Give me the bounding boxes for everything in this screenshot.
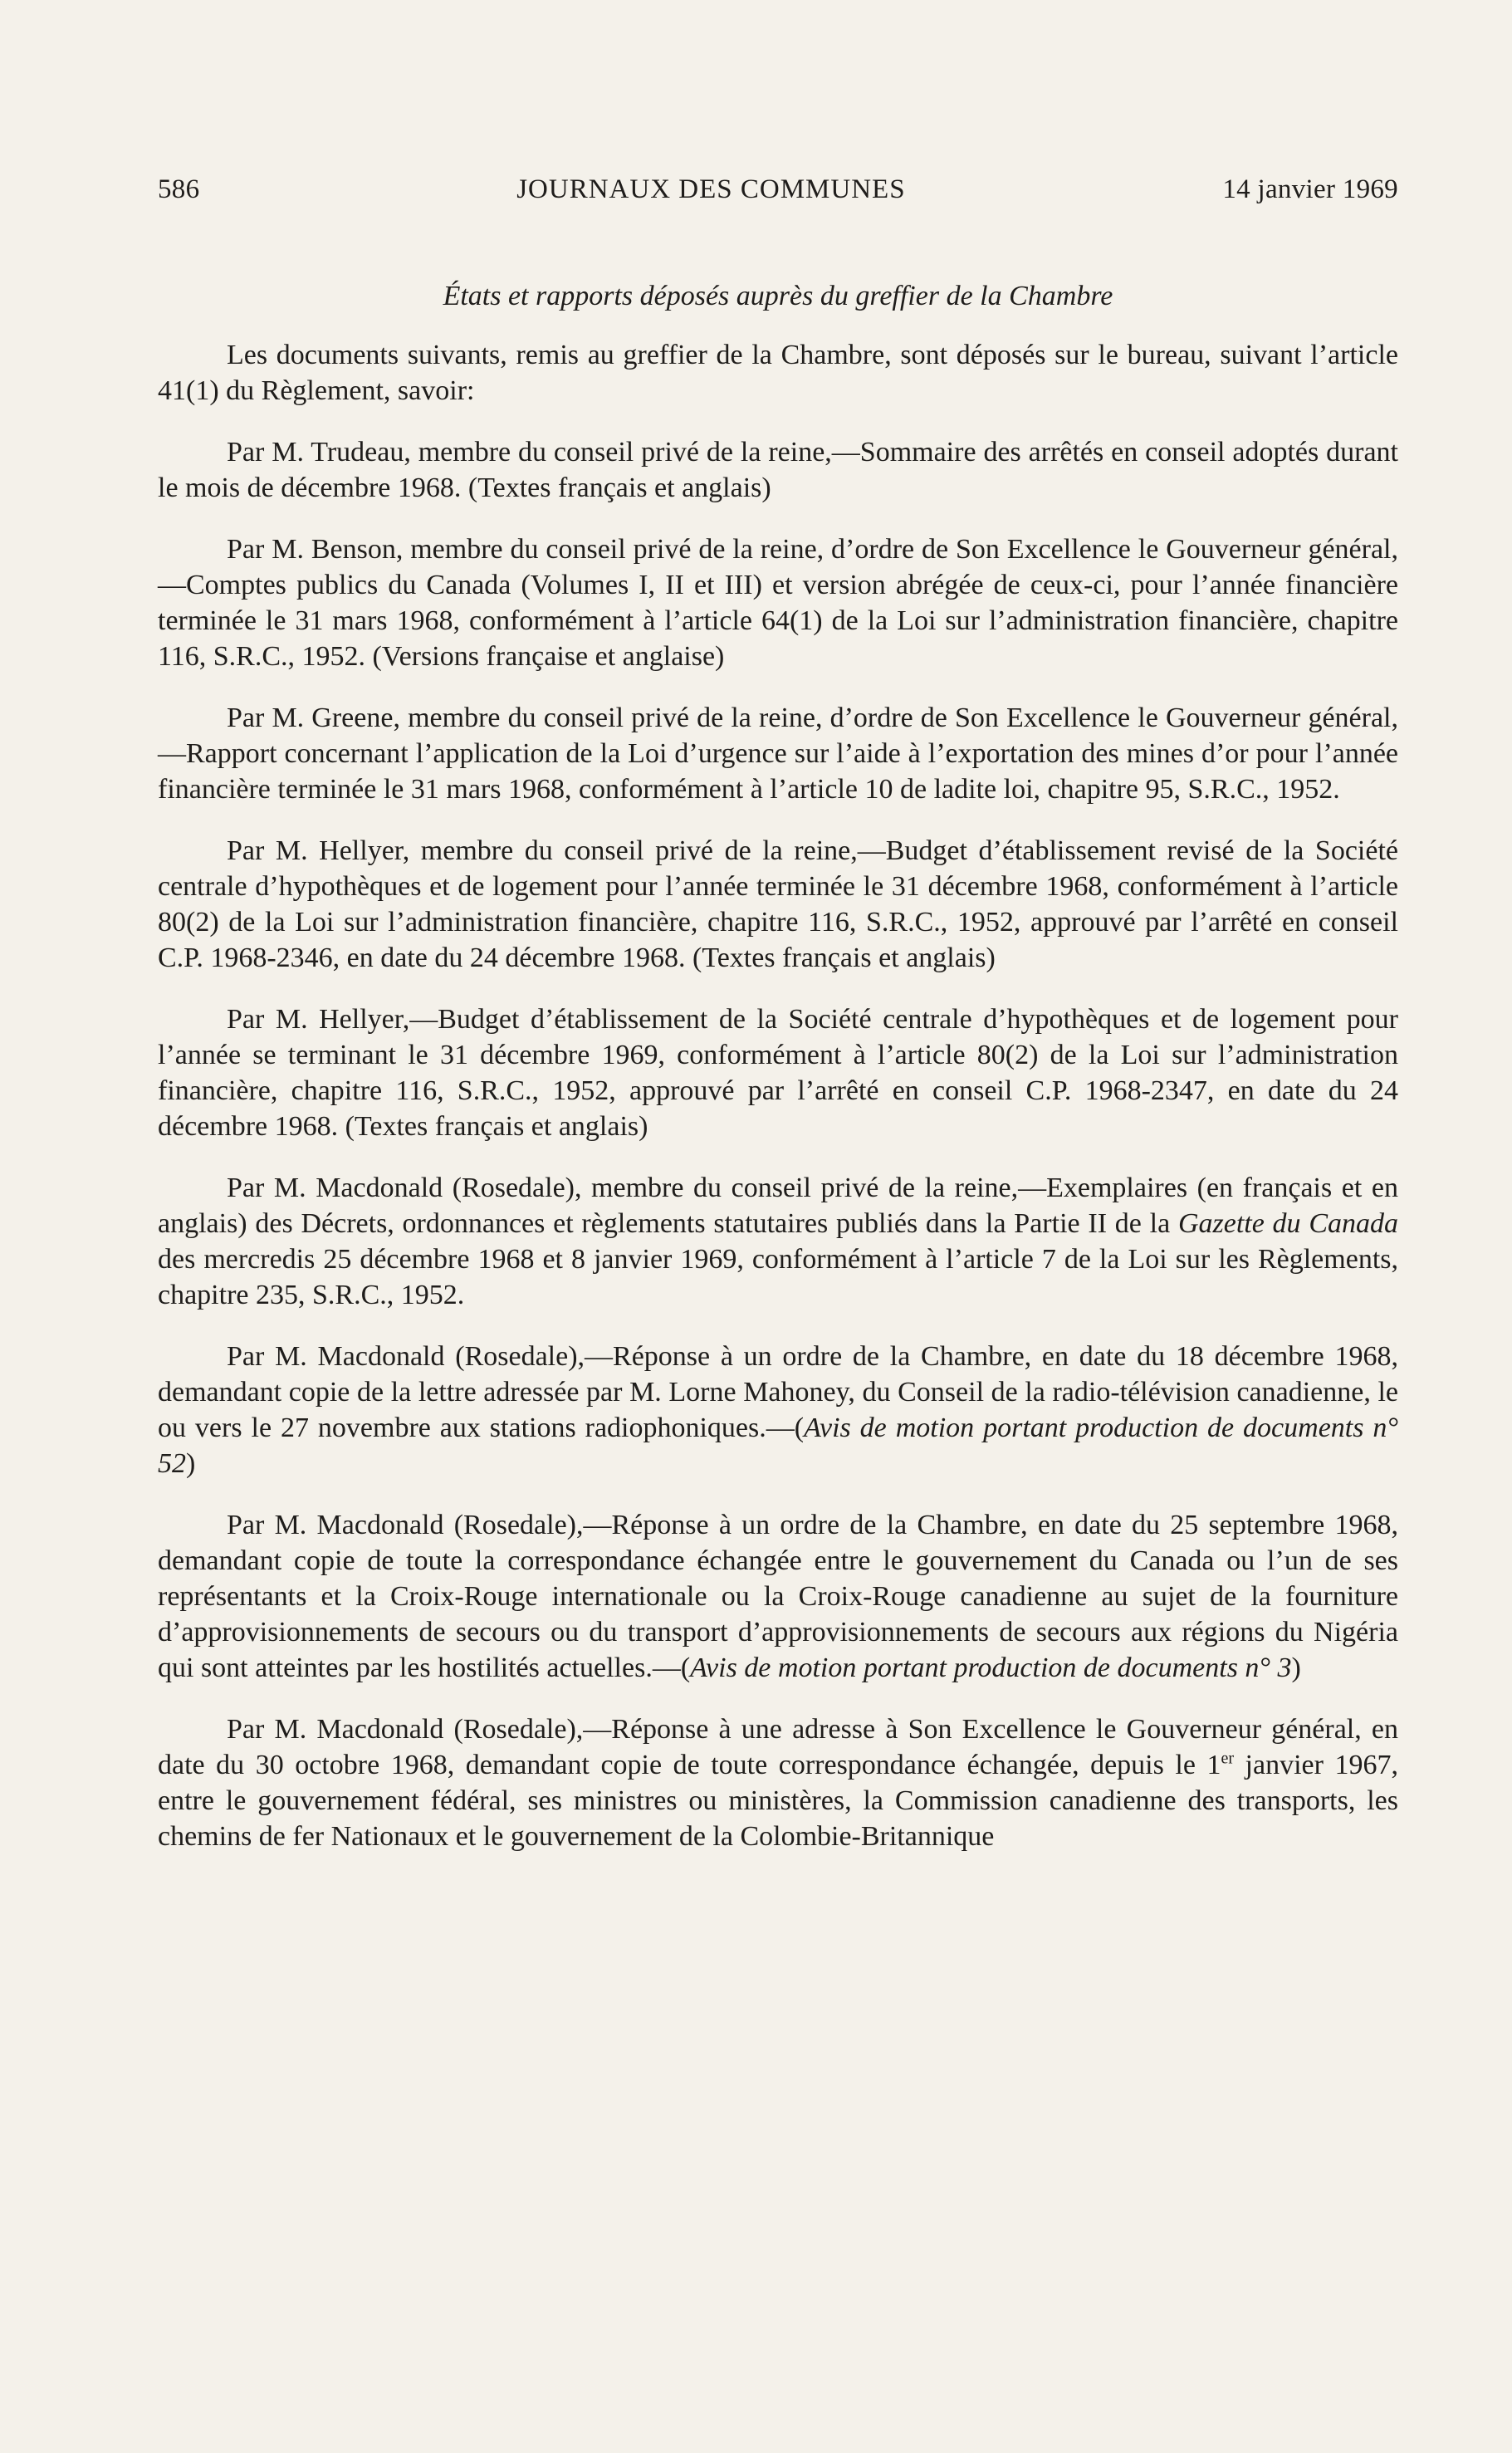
paragraph-trudeau: Par M. Trudeau, membre du conseil privé de la reine,—Sommaire des arrêtés en conseil adoptés durant le mois de décembre 1968. (Textes français et anglais) bbox=[158, 437, 1398, 503]
paragraph-text: Par M. Macdonald (Rosedale), membre du conseil privé de la reine,—Exemplaires (en français et en anglais) des Décrets, ordonnances et règlements statutaires publiés dans la Partie II de la bbox=[158, 1173, 1398, 1239]
running-header bbox=[158, 174, 1398, 224]
section-title: États et rapports déposés auprès du greffier de la Chambre bbox=[443, 281, 1113, 311]
journal-title: JOURNAUX DES COMMUNES bbox=[516, 174, 906, 204]
paragraph-text: des mercredis 25 décembre 1968 et 8 janvier 1969, conformément à l’article 7 de la Loi sur les Règlements, chapitre 235, S.R.C., 1952. bbox=[158, 1244, 1398, 1310]
paragraph-text: Par M. Macdonald (Rosedale),—Réponse à une adresse à Son Excellence le Gouverneur général, en date du 30 octobre 1968, demandant copie de toute correspondance échangée, depuis le 1 bbox=[158, 1714, 1398, 1780]
italic-reference: Gazette du Canada bbox=[1177, 1208, 1398, 1239]
journal-page bbox=[158, 174, 1398, 1880]
paragraph-benson: Par M. Benson, membre du conseil privé de la reine, d’ordre de Son Excellence le Gouverneur général,—Comptes publics du Canada (Volumes I, II et III) et version abrégée de ceux-ci, pour l’année financière terminée le 31 mars 1968, conformément à l’article 64(1) de la Loi sur l’administration financière, chapitre 116, S.R.C., 1952. (Versions française et anglaise) bbox=[158, 534, 1398, 672]
paragraph-hellyer-1969: Par M. Hellyer,—Budget d’établissement de la Société centrale d’hypothèques et de logement pour l’année se terminant le 31 décembre 1969, conformément à l’article 80(2) de la Loi sur l’administration financière, chapitre 116, S.R.C., 1952, approuvé par l’arrêté en conseil C.P. 1968-2347, en date du 24 décembre 1968. (Textes français et anglais) bbox=[158, 1004, 1398, 1142]
header-date: 14 janvier 1969 bbox=[1222, 174, 1398, 204]
paragraph-greene: Par M. Greene, membre du conseil privé de la reine, d’ordre de Son Excellence le Gouverneur général,—Rapport concernant l’application de la Loi d’urgence sur l’aide à l’exportation des mines d’or pour l’année financière terminée le 31 mars 1968, conformément à l’article 10 de ladite loi, chapitre 95, S.R.C., 1952. bbox=[158, 703, 1398, 805]
paragraph-macdonald-nigeria bbox=[158, 1507, 1398, 1686]
paragraph-text: Par M. Macdonald (Rosedale),—Réponse à un ordre de la Chambre, en date du 18 décembre 1968, demandant copie de la lettre adressée par M. Lorne Mahoney, du Conseil de la radio-télévision canadienne, le ou vers le 27 novembre aux stations radiophoniques.—( bbox=[158, 1341, 1398, 1443]
page-number: 586 bbox=[158, 174, 200, 204]
paragraph-intro: Les documents suivants, remis au greffier de la Chambre, sont déposés sur le bureau, suivant l’article 41(1) du Règlement, savoir: bbox=[158, 340, 1398, 406]
paragraph-macdonald-mahoney bbox=[158, 1339, 1398, 1481]
paragraph-text: ) bbox=[186, 1448, 196, 1479]
paragraph-hellyer-1968: Par M. Hellyer, membre du conseil privé de la reine,—Budget d’établissement revisé de la Société centrale d’hypothèques et de logement pour l’année terminée le 31 décembre 1968, conformément à l’article 80(2) de la Loi sur l’administration financière, chapitre 116, S.R.C., 1952, approuvé par l’arrêté en conseil C.P. 1968-2346, en date du 24 décembre 1968. (Textes français et anglais) bbox=[158, 835, 1398, 973]
paragraph-text: Par M. Macdonald (Rosedale),—Réponse à un ordre de la Chambre, en date du 25 septembre 1968, demandant copie de toute la correspondance échangée entre le gouvernement du Canada ou l’un de ses représentants et la Croix-Rouge internationale ou la Croix-Rouge canadienne au sujet de la fourniture d’approvisionnements de secours ou du transport d’approvisionnements de secours aux régions du Nigéria qui sont atteintes par les hostilités actuelles.—( bbox=[158, 1510, 1398, 1683]
paragraph-text: janvier 1967, entre le gouvernement fédéral, ses ministres ou ministères, la Commission canadienne des transports, les chemins de fer Nationaux et le gouvernement de la Colombie-Britannique bbox=[158, 1750, 1398, 1852]
paragraph-macdonald-gazette bbox=[158, 1170, 1398, 1313]
paragraph-text: ) bbox=[1291, 1652, 1301, 1683]
paragraph-macdonald-adresse bbox=[158, 1711, 1398, 1854]
superscript: er bbox=[1221, 1749, 1235, 1768]
italic-reference: Avis de motion portant production de documents n° 3 bbox=[690, 1652, 1292, 1683]
italic-reference: Avis de motion portant production de documents n° 52 bbox=[158, 1413, 1398, 1479]
